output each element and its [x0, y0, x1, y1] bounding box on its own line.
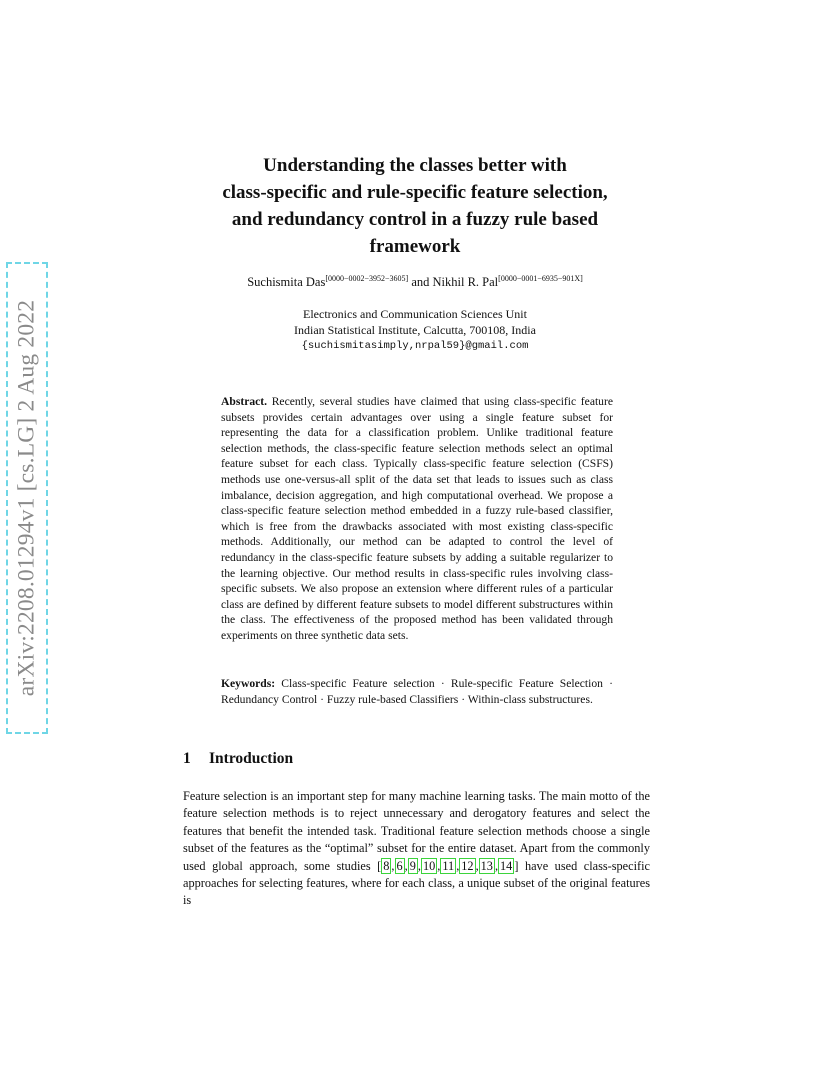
intro-paragraph — [183, 788, 650, 910]
title-line: and redundancy control in a fuzzy rule based — [231, 209, 599, 230]
title-line: framework — [369, 236, 461, 257]
section-number: 1 — [183, 750, 191, 767]
author-connector: and — [411, 275, 430, 290]
author-name: Nikhil R. Pal — [432, 275, 499, 290]
citation-link[interactable]: 8 — [383, 858, 390, 873]
keywords-label: Keywords: — [221, 677, 276, 690]
abstract-text: Recently, several studies have claimed that using class-specific feature subsets provides certain advantages over using a single feature subset for representing the data for a classification problem. Unlike traditional feature selection methods, the class-specific feature selection methods select an optimal feature subset for each class. Typically class-specific feature selection (CSFS) methods use one-versus-all split of the data set that leads to issues such as class imbalance, decision aggregation, and high computational overhead. We propose a class-specific feature selection method embedded in a fuzzy rule-based classifier, which is free from the drawbacks associated with most existing class-specific methods. Additionally, our method can be adapted to control the level of redundancy in the class-specific feature subsets by adding a suitable regularizer to the learning objective. Our method results in class-specific rules involving class-specific subsets. We also propose an extension where different rules of a particular class are defined by different feature subsets to model different substructures within the class. The effectiveness of the proposed method has been validated through experiments on three synthetic data sets. — [221, 395, 613, 642]
author-line — [150, 274, 680, 290]
author-email: {suchismitasimply,nrpal59}@gmail.com — [301, 340, 529, 352]
orcid-link[interactable]: [0000−0002−3952−3605] — [325, 274, 409, 283]
citation-link[interactable]: 9 — [409, 858, 416, 873]
citation-link[interactable]: 10 — [422, 858, 436, 873]
abstract — [221, 394, 613, 644]
affiliation-unit: Electronics and Communication Sciences Unit — [303, 307, 527, 321]
keywords-text: Class-specific Feature selection · Rule-specific Feature Selection · Redundancy Control · Fuzzy rule-based Classifiers · Within-class substructures. — [221, 677, 613, 706]
orcid-link[interactable]: [0000−0001−6935−901X] — [498, 274, 583, 283]
citation-link[interactable]: 13 — [480, 858, 493, 873]
keywords — [221, 676, 613, 707]
citation-link[interactable]: 11 — [442, 858, 455, 873]
affiliation-institute: Indian Statistical Institute, Calcutta, 700108, India — [294, 323, 536, 337]
citation-link[interactable]: 12 — [461, 858, 474, 873]
arxiv-stamp[interactable] — [6, 262, 48, 734]
citation-link[interactable]: 14 — [500, 858, 513, 873]
title-line: Understanding the classes better with — [263, 155, 567, 176]
affiliation — [200, 306, 630, 354]
abstract-label: Abstract. — [221, 395, 268, 408]
author-name: Suchismita Das — [247, 275, 326, 290]
paper-title — [170, 152, 660, 260]
intro-text: Feature selection is an important step for many machine learning tasks. The main motto of the feature selection methods is to reject unnecessary and derogatory features and select the features that benefit the intended task. Traditional feature selection methods choose a single subset of the features as the “optimal” subset for the entire dataset. Apart from the commonly used global approach, some studies — [183, 789, 650, 873]
intro-text: have used class-specific approaches for selecting features, where for each class, a unique subset of the original features is — [183, 858, 650, 908]
title-line: class-specific and rule-specific feature selection, — [222, 182, 608, 203]
arxiv-identifier[interactable]: arXiv:2208.01294v1 [cs.LG] 2 Aug 2022 — [13, 299, 40, 697]
citation-link[interactable]: 6 — [396, 858, 403, 873]
citation-group: [ 8 , 6 , 9 , 10 , 11 , 12 , 13 , 14 ] — [377, 858, 519, 873]
section-title: Introduction — [209, 750, 294, 767]
section-heading — [183, 750, 293, 768]
